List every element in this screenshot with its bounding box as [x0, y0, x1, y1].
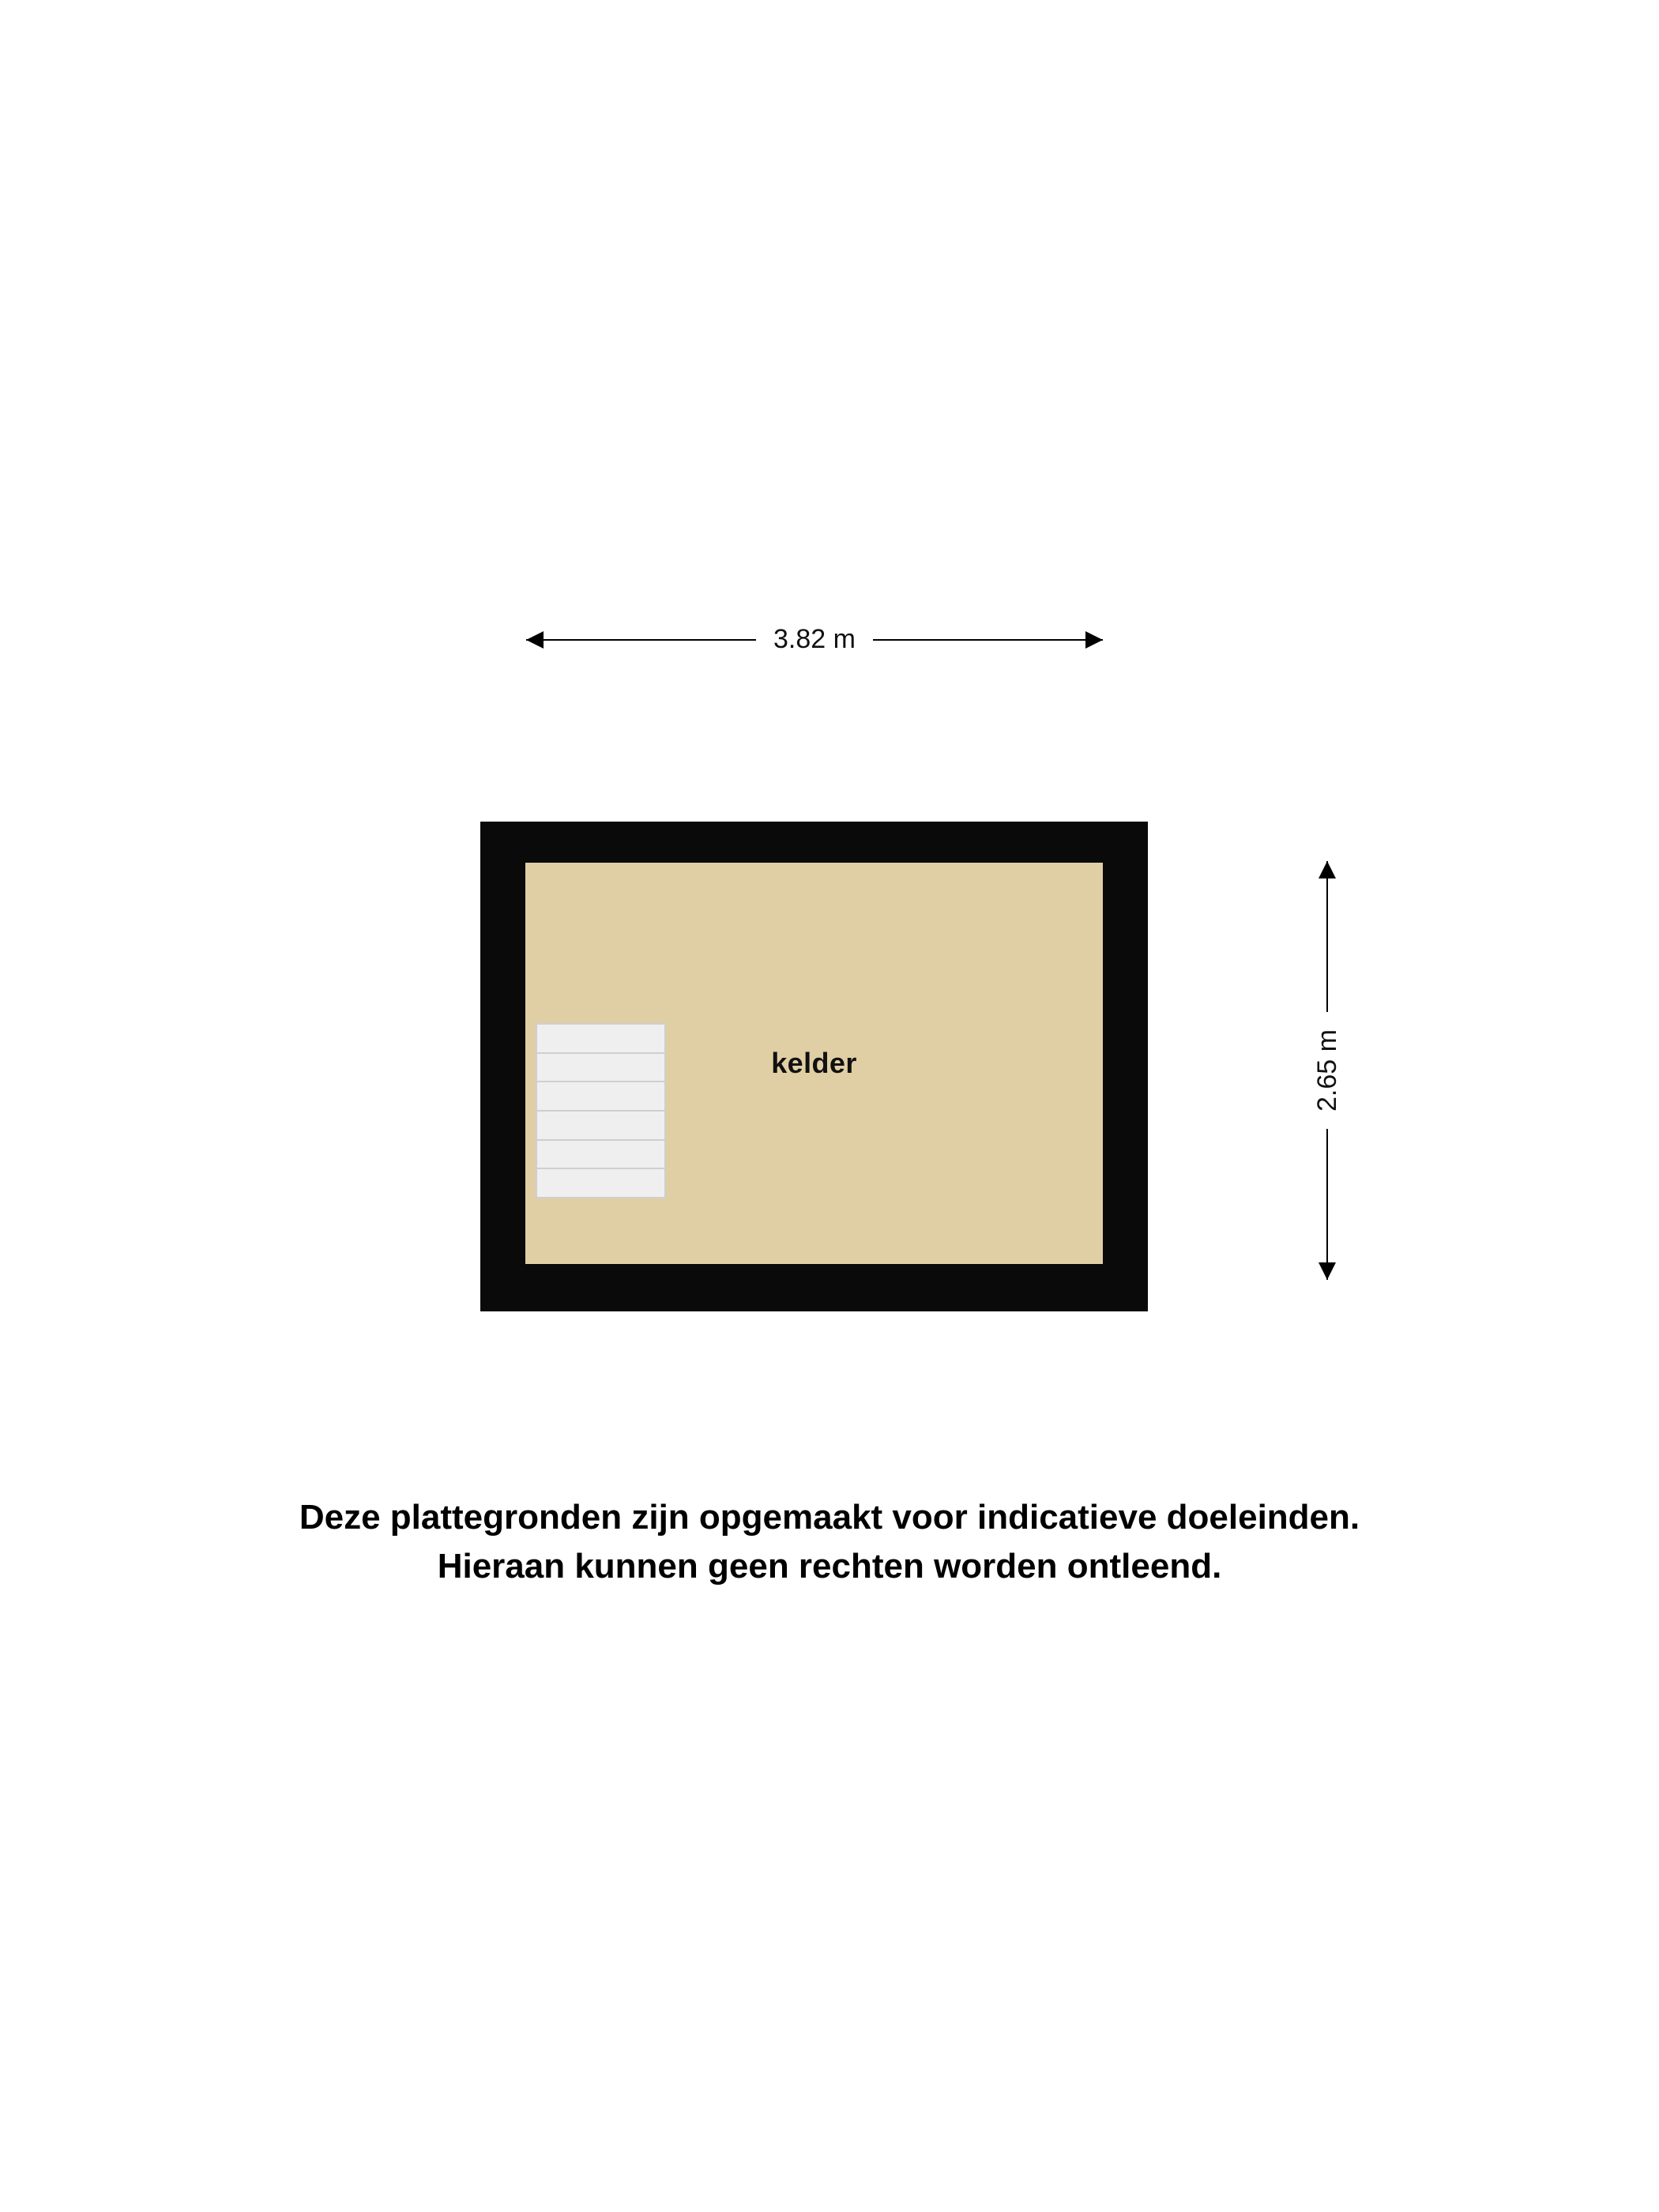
dimension-height — [1304, 861, 1351, 1280]
stairs — [536, 1023, 666, 1198]
arrow-up-icon — [1319, 861, 1336, 878]
stair-step — [537, 1112, 664, 1141]
stair-step — [537, 1025, 664, 1054]
room-label: kelder — [771, 1047, 857, 1079]
arrow-left-icon — [526, 631, 544, 649]
stair-step — [537, 1054, 664, 1083]
disclaimer-line-2: Hieraan kunnen geen rechten worden ontleend. — [437, 1547, 1222, 1586]
stair-step — [537, 1082, 664, 1112]
disclaimer-line-1: Deze plattegronden zijn opgemaakt voor indicatieve doeleinden. — [299, 1498, 1360, 1537]
dimension-width-label: 3.82 m — [756, 616, 873, 662]
arrow-down-icon — [1319, 1262, 1336, 1280]
stair-step — [537, 1141, 664, 1170]
stair-step — [537, 1169, 664, 1197]
arrow-right-icon — [1085, 631, 1103, 649]
dimension-width — [526, 616, 1103, 664]
dimension-height-label: 2.65 m — [1305, 1012, 1349, 1129]
disclaimer — [0, 1493, 1659, 1592]
